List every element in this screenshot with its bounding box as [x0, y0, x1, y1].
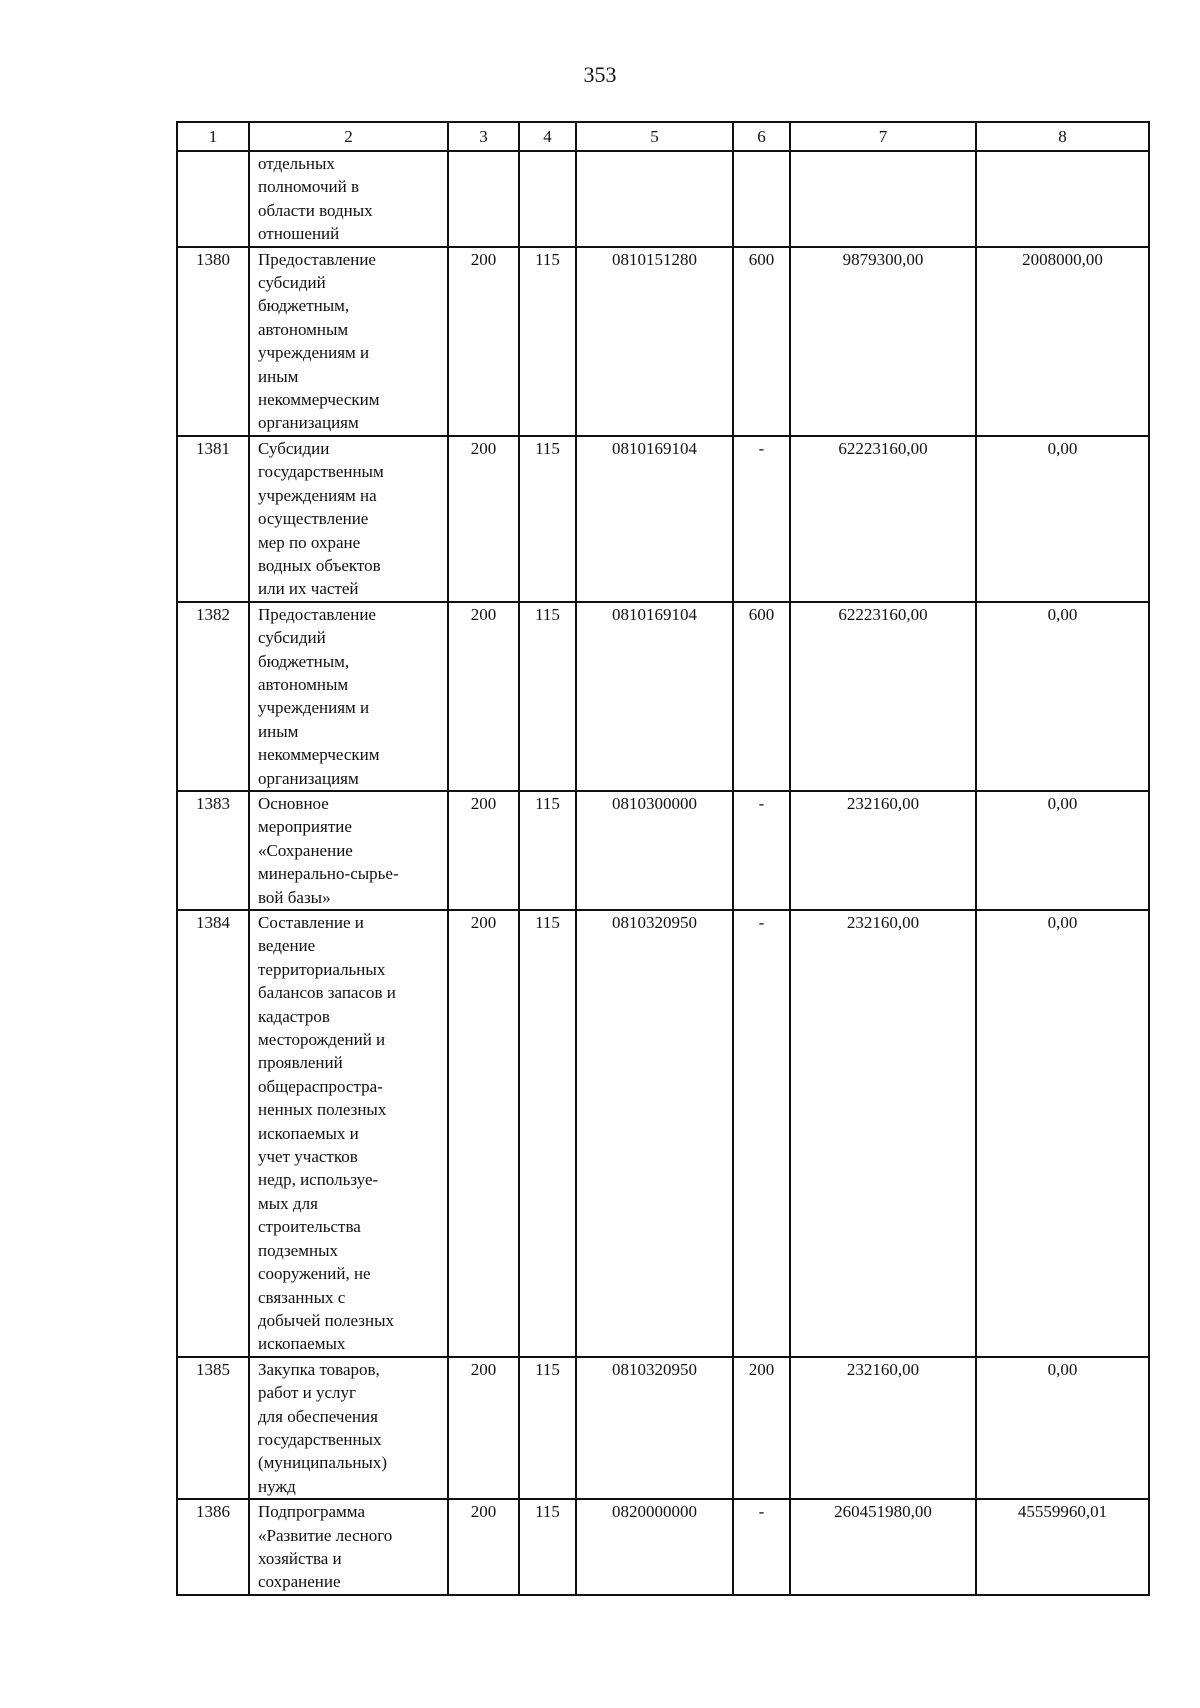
row-number-cell: 1386: [177, 1499, 249, 1595]
row-name-line: учреждениям и: [258, 343, 370, 363]
row-col8-amount-cell: 0,00: [976, 602, 1149, 791]
row-name-line: подземных: [258, 1240, 339, 1260]
row-name-line: субсидий: [258, 273, 326, 293]
row-number-cell: 1384: [177, 910, 249, 1357]
row-col6-cell: -: [733, 1499, 790, 1595]
table-row: [177, 791, 1149, 910]
row-name-line: иным: [258, 366, 299, 386]
row-name-line: субсидий: [258, 628, 326, 648]
row-col7-amount-cell: 232160,00: [790, 910, 976, 1357]
row-name-line: отношений: [258, 224, 340, 244]
row-name-line: территориальных: [258, 959, 386, 979]
header-cell-4: 4: [519, 122, 576, 151]
header-cell-5: 5: [576, 122, 733, 151]
row-col6-cell: -: [733, 791, 790, 910]
row-name-line: учреждениям и: [258, 698, 370, 718]
row-name-line: хозяйства и: [258, 1548, 342, 1568]
row-name-line: (муниципальных): [258, 1453, 388, 1473]
header-cell-2: 2: [249, 122, 448, 151]
row-name-line: для обеспечения: [258, 1406, 378, 1426]
row-col6-cell: 600: [733, 602, 790, 791]
row-name-line: Предоставление: [258, 249, 376, 269]
row-name-cell: [249, 791, 448, 910]
row-name-cell: [249, 436, 448, 602]
row-number-cell: 1382: [177, 602, 249, 791]
row-name-cell: [249, 1357, 448, 1499]
row-col6-cell: [733, 151, 790, 247]
row-col4-cell: 115: [519, 247, 576, 436]
row-col6-cell: -: [733, 436, 790, 602]
page-number: 353: [583, 62, 617, 87]
row-name-line: некоммерческим: [258, 745, 380, 765]
row-col8-amount-cell: 0,00: [976, 1357, 1149, 1499]
row-name-line: ископаемых: [258, 1334, 346, 1354]
row-col5-cell: 0810300000: [576, 791, 733, 910]
row-name-line: Составление и: [258, 913, 364, 932]
row-col7-amount-cell: 232160,00: [790, 1357, 976, 1499]
row-name-line: Основное: [258, 793, 329, 813]
row-name-line: проявлений: [258, 1053, 343, 1073]
row-name-cell: [249, 247, 448, 436]
row-col5-cell: 0810169104: [576, 602, 733, 791]
row-name-cell: [249, 910, 448, 1357]
row-name-line: государственным: [258, 462, 384, 482]
row-col4-cell: 115: [519, 1499, 576, 1595]
row-name-cell: [249, 602, 448, 791]
row-col8-amount-cell: 0,00: [976, 791, 1149, 910]
row-col5-cell: 0810320950: [576, 910, 733, 1357]
row-name-line: иным: [258, 721, 299, 741]
row-name-line: мероприятие: [258, 817, 352, 837]
row-col8-amount-cell: 0,00: [976, 910, 1149, 1357]
row-col7-amount-cell: 260451980,00: [790, 1499, 976, 1595]
row-name-line: некоммерческим: [258, 390, 380, 410]
table-row: [177, 1499, 1149, 1595]
row-col3-cell: [448, 151, 519, 247]
header-cell-8: 8: [976, 122, 1149, 151]
table-header-row: [177, 122, 1149, 151]
row-col3-cell: 200: [448, 910, 519, 1357]
row-col4-cell: [519, 151, 576, 247]
budget-table: [176, 121, 1150, 1596]
row-name-line: нужд: [258, 1476, 296, 1496]
row-name-line: Закупка товаров,: [258, 1359, 380, 1379]
row-name-line: бюджетным,: [258, 296, 350, 316]
row-name-line: «Сохранение: [258, 840, 353, 860]
row-name-line: мер по охране: [258, 532, 361, 552]
row-col8-amount-cell: [976, 151, 1149, 247]
row-col7-amount-cell: 62223160,00: [790, 436, 976, 602]
row-col7-amount-cell: 232160,00: [790, 791, 976, 910]
row-name-line: полномочий в: [258, 177, 359, 197]
row-col5-cell: [576, 151, 733, 247]
row-col5-cell: 0810151280: [576, 247, 733, 436]
header-cell-6: 6: [733, 122, 790, 151]
table-row: [177, 1357, 1149, 1499]
row-name-line: организациям: [258, 413, 359, 433]
row-name-cell: [249, 151, 448, 247]
row-name-line: месторождений и: [258, 1030, 386, 1050]
table-row: [177, 436, 1149, 602]
row-name-line: или их частей: [258, 579, 359, 599]
row-number-cell: 1385: [177, 1357, 249, 1499]
row-col3-cell: 200: [448, 791, 519, 910]
row-name-line: организациям: [258, 768, 359, 788]
table-row: [177, 910, 1149, 1357]
row-col4-cell: 115: [519, 910, 576, 1357]
row-name-line: ископаемых и: [258, 1123, 359, 1143]
row-col8-amount-cell: 0,00: [976, 436, 1149, 602]
row-name-line: государственных: [258, 1429, 382, 1449]
row-name-line: бюджетным,: [258, 651, 350, 671]
row-col7-amount-cell: [790, 151, 976, 247]
row-name-line: автономным: [258, 674, 349, 694]
row-name-line: вой базы»: [258, 887, 331, 907]
row-col8-amount-cell: 45559960,01: [976, 1499, 1149, 1595]
row-name-line: учет участков: [258, 1147, 358, 1167]
row-col7-amount-cell: 62223160,00: [790, 602, 976, 791]
row-col3-cell: 200: [448, 1357, 519, 1499]
row-col7-amount-cell: 9879300,00: [790, 247, 976, 436]
row-name-line: осуществление: [258, 509, 369, 529]
row-name-line: отдельных: [258, 154, 335, 173]
row-col6-cell: 200: [733, 1357, 790, 1499]
row-name-line: недр, используе-: [258, 1170, 379, 1190]
row-col3-cell: 200: [448, 436, 519, 602]
row-name-line: кадастров: [258, 1006, 330, 1026]
row-number-cell: 1380: [177, 247, 249, 436]
row-number-cell: 1381: [177, 436, 249, 602]
row-col4-cell: 115: [519, 791, 576, 910]
row-number-cell: 1383: [177, 791, 249, 910]
header-cell-3: 3: [448, 122, 519, 151]
row-name-line: области водных: [258, 200, 373, 220]
row-col3-cell: 200: [448, 247, 519, 436]
row-name-line: «Развитие лесного: [258, 1525, 393, 1545]
row-col6-cell: -: [733, 910, 790, 1357]
row-name-line: ненных полезных: [258, 1100, 387, 1120]
row-name-line: Подпрограмма: [258, 1502, 365, 1522]
row-name-line: водных объектов: [258, 555, 381, 575]
row-name-line: балансов запасов и: [258, 983, 396, 1003]
row-name-line: учреждениям на: [258, 485, 377, 505]
row-name-line: работ и услуг: [258, 1383, 356, 1403]
row-name-line: мых для: [258, 1193, 318, 1213]
row-number-cell: [177, 151, 249, 247]
row-col3-cell: 200: [448, 602, 519, 791]
row-col4-cell: 115: [519, 436, 576, 602]
row-name-line: Субсидии: [258, 438, 330, 458]
row-col5-cell: 0810169104: [576, 436, 733, 602]
row-col8-amount-cell: 2008000,00: [976, 247, 1149, 436]
row-col3-cell: 200: [448, 1499, 519, 1595]
row-col4-cell: 115: [519, 1357, 576, 1499]
table-row: [177, 247, 1149, 436]
row-name-line: связанных с: [258, 1287, 346, 1307]
row-name-line: минерально-сырье-: [258, 864, 399, 884]
row-col4-cell: 115: [519, 602, 576, 791]
row-name-line: Предоставление: [258, 604, 376, 624]
row-name-line: ведение: [258, 936, 316, 956]
row-name-line: сооружений, не: [258, 1264, 371, 1284]
header-cell-7: 7: [790, 122, 976, 151]
table-row: [177, 602, 1149, 791]
table-row: [177, 151, 1149, 247]
row-col5-cell: 0810320950: [576, 1357, 733, 1499]
row-name-line: сохранение: [258, 1572, 341, 1592]
row-name-line: автономным: [258, 319, 349, 339]
row-name-line: строительства: [258, 1217, 361, 1237]
header-cell-1: 1: [177, 122, 249, 151]
row-name-line: добычей полезных: [258, 1310, 395, 1330]
row-col6-cell: 600: [733, 247, 790, 436]
row-name-cell: [249, 1499, 448, 1595]
row-col5-cell: 0820000000: [576, 1499, 733, 1595]
row-name-line: общераспростра-: [258, 1076, 383, 1096]
